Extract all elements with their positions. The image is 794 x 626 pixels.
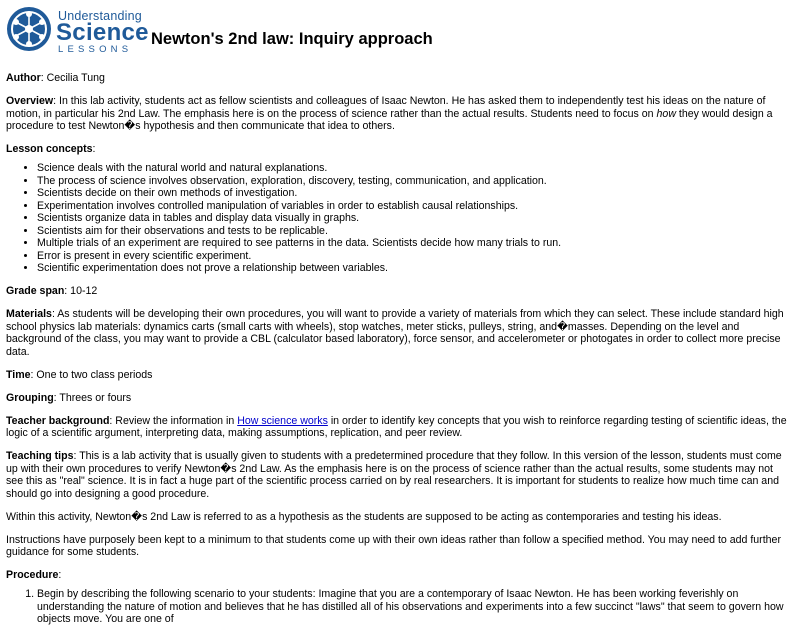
procedure-step: 1. Begin by describing the following scenario to your students: Imagine that you are a contemporary of Isaac Newton. He has been working feverishly on understanding the nature of motion and believes that he has distilled all of his observations and experiments into a few succinct "laws" that seem to govern how objects move. You are one of [37,588,787,626]
lesson-concepts-heading [6,143,787,156]
teacher-background-text-a: : Review the information in [109,414,238,427]
concept-item: • Scientific experimentation does not prove a relationship between variables. [37,262,787,275]
procedure-list [6,588,787,626]
page-title: Newton's 2nd law: Inquiry approach [151,30,433,48]
teacher-background-text-b: in order to identify key concepts that you wish to reinforce regarding testing of scientific ideas, the logic of a scientific argument, interpreting data, making assumptions, replication, and peer review. [6,414,787,439]
grouping-label: Grouping [6,391,54,404]
teaching-tips-text: : This is a lab activity that is usually given to students with a predetermined procedure that they follow. In this version of the lesson, students must come up with their own procedures to verify Newton�s 2nd Law. As the emphasis here is on the process of science rather than the actual results, some students may not see this as "real" science. It is in fact a huge part of the scientific process carried on by real researchers. It is important for students to realize how much time can and should go into designing a good procedure. [6,450,782,500]
lesson-concepts-list [6,162,787,275]
concept-item: • Error is present in every scientific experiment. [37,250,787,263]
lesson-content [6,72,787,626]
procedure-label: Procedure [6,569,59,581]
time-value: : One to two class periods [30,368,153,381]
procedure-heading [6,569,787,582]
how-science-works-link[interactable]: How science works [237,414,328,427]
instructions-paragraph: Instructions have purposely been kept to a minimum to that students come up with their own ideas rather than follow a specified method. You may need to add further guidance for some students. [6,533,781,558]
logo-text-science: Science [56,19,149,46]
hypothesis-paragraph: Within this activity, Newton�s 2nd Law is referred to as a hypothesis as the students are supposed to be acting as contemporaries and testing his ideas. [6,510,722,523]
concept-item: • Scientists aim for their observations and tests to be replicable. [37,225,787,238]
teaching-tips-label: Teaching tips [6,450,74,462]
concept-item: • Science deals with the natural world and natural explanations. [37,162,787,175]
grade-span-value: : 10-12 [64,285,98,297]
concept-item: • The process of science involves observation, exploration, discovery, testing, communication, and application. [37,175,787,188]
logo-text-lessons: LESSONS [58,44,133,55]
procedure-colon: : [58,569,62,581]
overview-text-b: they would design a procedure to test Newton�s hypothesis and then communicate that idea to others. [6,107,773,132]
author-label: Author [6,72,41,84]
time-paragraph [6,369,787,382]
teacher-background-paragraph [6,415,787,440]
materials-label: Materials [6,308,52,320]
grade-span-paragraph [6,285,787,298]
author-paragraph [6,72,787,85]
concept-item: • Experimentation involves controlled manipulation of variables in order to establish causal relationships. [37,200,787,213]
time-label: Time [6,368,31,381]
understanding-science-logo[interactable] [6,6,149,55]
lesson-concepts-colon: : [92,143,96,155]
grade-span-label: Grade span [6,285,65,297]
grouping-paragraph [6,392,787,405]
teacher-background-label: Teacher background [6,414,110,427]
materials-text: : As students will be developing their own procedures, you will want to provide a variety of materials from which they can select. These include standard high school physics lab materials: dynamics carts (small carts with wheels), stop watches, meter sticks, pulleys, string, and�masses. Depending on the level and background of the class, you may want to provide a CBL (calculator based laboratory), force sensor, and accelerometer or photogates in order to collect more precise data. [6,308,784,358]
teaching-tips-paragraph [6,450,787,500]
overview-label: Overview [6,95,54,107]
atom-people-icon [6,6,52,52]
overview-paragraph [6,95,787,133]
concept-item: • Multiple trials of an experiment are required to see patterns in the data. Scientists decide how many trials to run. [37,237,787,250]
overview-emphasis: how [656,107,676,120]
materials-paragraph [6,308,787,358]
author-value: : Cecilia Tung [40,72,105,84]
grouping-value: : Threes or fours [53,391,132,404]
page-header [0,0,794,62]
logo-text-understanding: Understanding [58,9,142,23]
lesson-concepts-label: Lesson concepts [6,143,93,155]
overview-text-a: : In this lab activity, students act as fellow scientists and colleagues of Isaac Newton. He has asked them to independently test his ideas on the nature of motion, in particular his 2nd Law. The emphasis here is on the process of science rather than the actual results. Students need to focus on [6,95,766,120]
concept-item: • Scientists decide on their own methods of investigation. [37,187,787,200]
concept-item: • Scientists organize data in tables and display data visually in graphs. [37,212,787,225]
